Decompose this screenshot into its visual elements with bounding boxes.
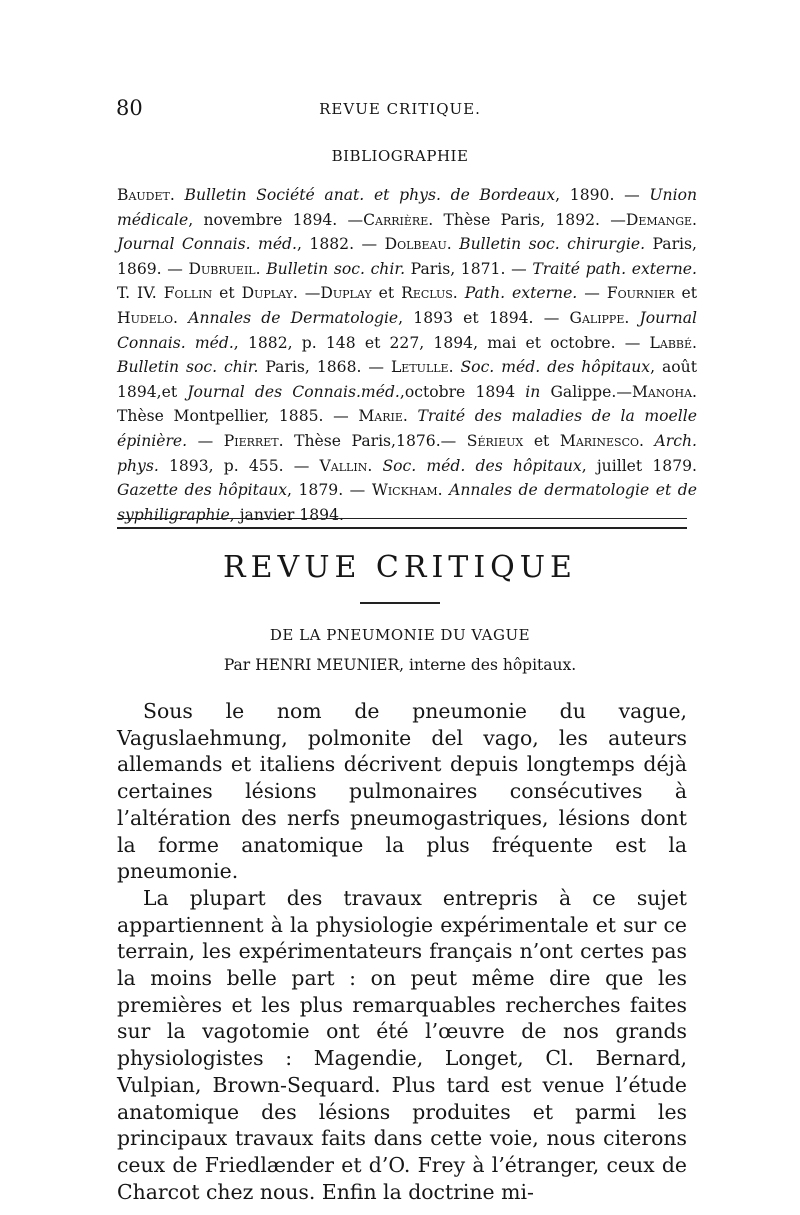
bibliography-text: , juillet 1879.	[581, 456, 697, 475]
bibliography-text	[372, 457, 382, 475]
bibliography-author: Marinesco.	[559, 431, 644, 450]
bibliography-text	[408, 407, 418, 425]
bibliography-author: Hudelo.	[117, 308, 178, 327]
bibliography-text: et	[212, 284, 242, 303]
bibliography-title: Gazette des hôpitaux	[117, 481, 288, 500]
section-title: REVUE CRITIQUE	[223, 550, 577, 585]
bibliography-author: Labbé.	[649, 333, 697, 352]
bibliography-author: Carrière.	[363, 210, 434, 229]
bibliography-title: Traité des maladies de la moelle épinière.	[117, 407, 697, 450]
bibliography-heading: BIBLIOGRAPHIE	[331, 147, 469, 165]
bibliography-author: Manoha.	[631, 382, 697, 401]
bibliography-author: Reclus.	[401, 284, 458, 303]
bibliography-text: Paris, 1868. —	[258, 358, 391, 377]
bibliography-text: —	[297, 284, 321, 303]
bibliography-author: Fournier	[606, 284, 675, 303]
running-title: REVUE CRITIQUE.	[319, 100, 481, 118]
bibliography-title: Journal Connais. méd.	[117, 235, 297, 254]
bibliography-text: , 1879. —	[287, 481, 372, 500]
bibliography-text: et	[371, 284, 402, 303]
bibliography-text: —	[187, 431, 224, 450]
bibliography-author: Pierret.	[223, 431, 284, 450]
bibliography-title: Soc. méd. des hôpitaux	[382, 456, 582, 475]
bibliography-text	[629, 309, 639, 327]
article-byline: Par HENRI MEUNIER, interne des hôpitaux.	[223, 656, 577, 674]
bibliography-author: Demange.	[625, 210, 697, 229]
bibliography-author: Follin	[163, 284, 213, 303]
bibliography-text: , 1890. —	[555, 186, 650, 204]
bibliography-text: Paris, 1869. —	[117, 235, 697, 278]
bibliography-text: , 1893 et 1894. —	[398, 308, 570, 327]
bibliography-title: Arch. phys.	[117, 431, 697, 475]
bibliography-title: Union médicale	[117, 186, 697, 229]
bibliography-title: Journal des Connais.méd.	[187, 382, 400, 401]
bibliography-title: Traité path. externe.	[532, 259, 697, 278]
bibliography-text	[644, 432, 655, 450]
bibliography-text: , novembre 1894. —	[188, 210, 364, 229]
article-body	[117, 698, 687, 1205]
bibliography-text: Thèse Paris, 1892. —	[433, 210, 626, 229]
bibliography-text: Thèse Paris,1876.—	[283, 431, 467, 450]
bibliography-text: , 1882. —	[296, 235, 385, 254]
body-paragraph: La plupart des travaux entrepris à ce sujet appartiennent à la physiologie expérimentale et sur ce terrain, les expérimentateurs français n’ont certes pas la moins belle part : on peut même dire que les premières et les plus remarquables recherches faites sur la vagotomie ont été l’œuvre de nos grands physiologistes : Magendie, Longet, Cl. Bernard, Vulpian, Brown-Sequard. Plus tard est venue l’étude anatomique des lésions produites et parmi les principaux travaux faits dans cette voie, nous citerons ceux de Friedlænder et d’O. Frey à l’étranger, ceux de Charcot chez nous. Enfin la doctrine mi-	[117, 885, 687, 1204]
section-divider	[117, 518, 687, 529]
bibliography-author: Letulle.	[390, 358, 454, 377]
bibliography-title: Bulletin Société anat. et phys. de Bordeaux	[184, 186, 556, 204]
bibliography-title: Annales de Dermatologie	[188, 308, 399, 327]
bibliography-text: ,octobre 1894	[399, 382, 526, 401]
bibliography-text: —	[577, 284, 607, 303]
bibliography-title: Annales de dermatologie et de syphiligraphie	[117, 481, 697, 524]
bibliography-text	[454, 358, 461, 376]
bibliography-entries	[117, 183, 697, 527]
bibliography-author: Wickham.	[371, 481, 443, 500]
bibliography-text: et	[674, 284, 697, 303]
bibliography-author: Dubrueil.	[188, 259, 261, 278]
bibliography-title: Bulletin soc. chir.	[117, 358, 259, 377]
bibliography-title: in	[525, 382, 541, 401]
bibliography-author: Sérieux	[466, 431, 524, 450]
bibliography-title: Soc. méd. des hôpitaux	[460, 358, 651, 377]
bibliography-author: Baudet.	[117, 186, 175, 204]
bibliography-title: Path. externe.	[464, 284, 578, 303]
bibliography-text	[175, 186, 185, 204]
bibliography-author: Duplay.	[241, 284, 298, 303]
bibliography-text: Galippe.—	[540, 382, 632, 401]
bibliography-author: Marie.	[358, 407, 408, 426]
bibliography-text: , 1882, p. 148 et 227, 1894, mai et octobre. —	[233, 333, 650, 352]
bibliography-title: Bulletin soc. chirurgie.	[459, 235, 646, 254]
bibliography-text: , janvier 1894.	[229, 505, 344, 524]
bibliography-title: Journal Connais. méd.	[117, 308, 697, 352]
bibliography-text: et	[523, 431, 560, 450]
bibliography-author: Duplay	[320, 284, 372, 303]
bibliography-text	[458, 284, 465, 302]
bibliography-title: Bulletin soc. chir.	[266, 259, 406, 278]
bibliography-text: , août 1894,et	[117, 358, 697, 401]
page-number: 80	[116, 96, 143, 120]
bibliography-author: Galippe.	[569, 308, 630, 327]
bibliography-author: Vallin.	[319, 456, 373, 475]
title-rule	[360, 602, 440, 604]
bibliography-text: T. IV.	[117, 284, 164, 303]
bibliography-text: 1893, p. 455. —	[158, 456, 320, 475]
body-paragraph: Sous le nom de pneumonie du vague, Vaguslaehmung, polmonite del vago, les auteurs allemands et italiens décrivent depuis longtemps déjà certaines lésions pulmonaires consécutives à l’altération des nerfs pneumogastriques, lésions dont la forme anatomique la plus fréquente est la pneumonie.	[117, 699, 687, 884]
bibliography-text: Thèse Montpellier, 1885. —	[117, 407, 359, 426]
bibliography-author: Dolbeau.	[384, 235, 452, 254]
bibliography-block	[117, 183, 697, 527]
bibliography-text: Paris, 1871. —	[405, 259, 533, 278]
bibliography-text	[178, 309, 188, 327]
article-title: DE LA PNEUMONIE DU VAGUE	[269, 626, 531, 644]
